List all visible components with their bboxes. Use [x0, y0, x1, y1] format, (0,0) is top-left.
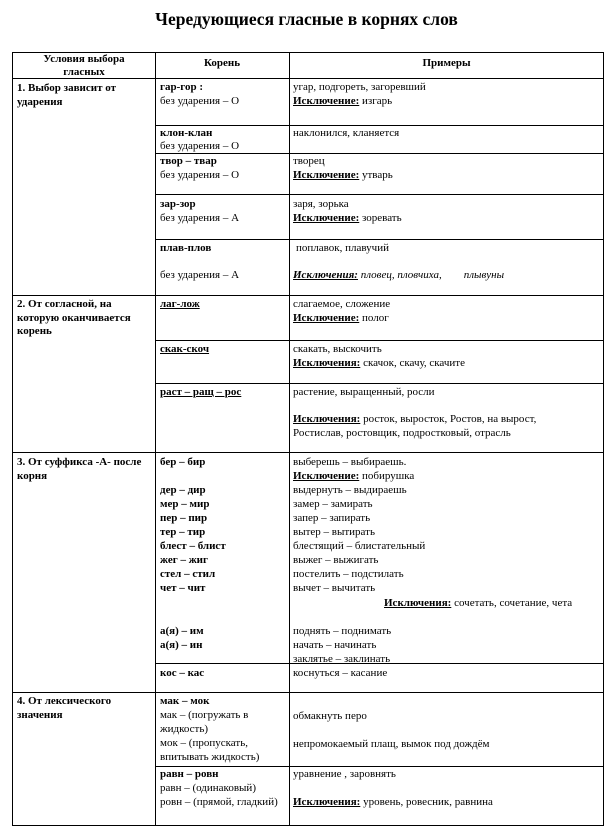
- section-divider: [12, 692, 604, 693]
- example-line: слагаемое, сложение: [293, 298, 391, 310]
- root-line: мак – (погружать в жидкость): [160, 709, 249, 735]
- section-condition: 1. Выбор зависит от ударения: [17, 82, 116, 108]
- example-line: вытер – вытирать: [293, 526, 375, 538]
- exception-label: Исключение:: [293, 312, 360, 324]
- root-line: гар-гор :: [160, 81, 204, 93]
- row-divider: [155, 383, 604, 384]
- header-conditions: Условия выбора гласных: [43, 53, 125, 78]
- row-divider: [155, 340, 604, 341]
- rules-table: [12, 52, 604, 826]
- example-line: Исключение: полог: [293, 312, 389, 324]
- row-divider: [155, 194, 604, 195]
- exception-label: Исключения:: [293, 796, 361, 808]
- example-line: заклятье – заклинать: [293, 653, 391, 665]
- row-divider: [155, 766, 604, 767]
- root-line: кос – кас: [160, 667, 205, 679]
- example-line: уравнение , заровнять: [293, 768, 396, 780]
- root-line: тер – тир: [160, 526, 206, 538]
- example-line: Исключения: росток, выросток, Ростов, на вырост,: [293, 413, 537, 425]
- row-divider: [155, 239, 604, 240]
- root-line: скак-скоч: [160, 343, 210, 355]
- exception-label: Исключения:: [293, 269, 358, 281]
- example-line: начать – начинать: [293, 639, 377, 651]
- root-line: ровн – (прямой, гладкий): [160, 796, 278, 808]
- example-line: растение, выращенный, росли: [293, 386, 435, 398]
- root-line: мок – (пропускать, впитывать жидкость): [160, 737, 260, 763]
- root-line: без ударения – А: [160, 269, 240, 281]
- root-line: бер – бир: [160, 456, 206, 468]
- root-line: мак – мок: [160, 695, 210, 707]
- column-divider: [155, 52, 156, 826]
- example-line: Исключения: скачок, скачу, скачите: [293, 357, 465, 369]
- example-line: Исключение: утварь: [293, 169, 393, 181]
- example-line: Исключение: побирушка: [293, 470, 415, 482]
- row-divider: [155, 125, 604, 126]
- exception-label: Исключения:: [293, 413, 361, 425]
- root-line: плав-плов: [160, 242, 212, 254]
- exception-label: Исключение:: [293, 212, 360, 224]
- section-divider: [12, 295, 604, 296]
- example-line: постелить – подстилать: [293, 568, 404, 580]
- example-line: поплавок, плавучий: [296, 242, 389, 254]
- example-line: запер – запирать: [293, 512, 371, 524]
- example-line: выжег – выжигать: [293, 554, 379, 566]
- root-line: блест – блист: [160, 540, 226, 552]
- root-line: а(я) – им: [160, 625, 204, 637]
- root-line: клон-клан: [160, 127, 213, 139]
- example-line: Исключения: уровень, ровесник, равнина: [293, 796, 493, 808]
- section-divider: [12, 452, 604, 453]
- root-line: без ударения – О: [160, 169, 240, 181]
- example-line: выберешь – выбираешь.: [293, 456, 407, 468]
- exception-label: Исключение:: [293, 95, 360, 107]
- exception-label: Исключения:: [293, 357, 361, 369]
- example-line: Ростислав, ростовщик, подростковый, отрасль: [293, 427, 511, 439]
- section-condition: 2. От согласной, на которую оканчивается корень: [17, 298, 131, 337]
- example-line: Исключение: изгарь: [293, 95, 393, 107]
- section-condition: 3. От суффикса -А- после корня: [17, 456, 142, 482]
- example-line: вычет – вычитать: [293, 582, 376, 594]
- table-border-bottom: [12, 825, 604, 826]
- example-line: коснуться – касание: [293, 667, 388, 679]
- root-line: пер – пир: [160, 512, 208, 524]
- example-line: блестящий – блистательный: [293, 540, 426, 552]
- root-line: без ударения – А: [160, 212, 240, 224]
- example-line: заря, зорька: [293, 198, 349, 210]
- example-line: скакать, выскочить: [293, 343, 382, 355]
- example-line: Исключение: зоревать: [293, 212, 402, 224]
- example-line: поднять – поднимать: [293, 625, 392, 637]
- page-title: Чередующиеся гласные в корнях слов: [155, 9, 458, 29]
- root-line: без ударения – О: [160, 95, 240, 107]
- example-line: Исключения: сочетать, сочетание, чета: [384, 597, 573, 609]
- root-line: дер – дир: [160, 484, 206, 496]
- root-line: равн – (одинаковый): [160, 782, 256, 794]
- root-line: а(я) – ин: [160, 639, 203, 651]
- root-line: без ударения – О: [160, 140, 240, 152]
- root-line: стел – стил: [160, 568, 216, 580]
- header-root: Корень: [203, 57, 241, 69]
- example-line: обмакнуть перо: [293, 710, 367, 722]
- exception-label: Исключения:: [384, 597, 452, 609]
- header-examples: Примеры: [422, 57, 471, 69]
- root-line: зар-зор: [160, 198, 196, 210]
- example-line: замер – замирать: [293, 498, 373, 510]
- example-line: наклонился, кланяется: [293, 127, 400, 139]
- table-border-right: [603, 52, 604, 826]
- example-line: выдернуть – выдираешь: [293, 484, 407, 496]
- table-border-left: [12, 52, 13, 826]
- exception-label: Исключение:: [293, 169, 360, 181]
- section-condition: 4. От лексического значения: [17, 695, 112, 721]
- example-line: Исключения: пловец, пловчиха, плывуны: [293, 269, 505, 281]
- root-line: равн – ровн: [160, 768, 219, 780]
- root-line: чет – чит: [160, 582, 206, 594]
- root-line: раст – ращ – рос: [160, 386, 242, 398]
- example-line: творец: [293, 155, 325, 167]
- root-line: твор – твар: [160, 155, 217, 167]
- example-line: непромокаемый плащ, вымок под дождём: [293, 738, 490, 750]
- root-line: мер – мир: [160, 498, 210, 510]
- example-line: угар, подгореть, загоревший: [293, 81, 426, 93]
- root-line: лаг-лож: [160, 298, 200, 310]
- column-divider: [289, 52, 290, 826]
- root-line: жег – жиг: [160, 554, 209, 566]
- exception-label: Исключение:: [293, 470, 360, 482]
